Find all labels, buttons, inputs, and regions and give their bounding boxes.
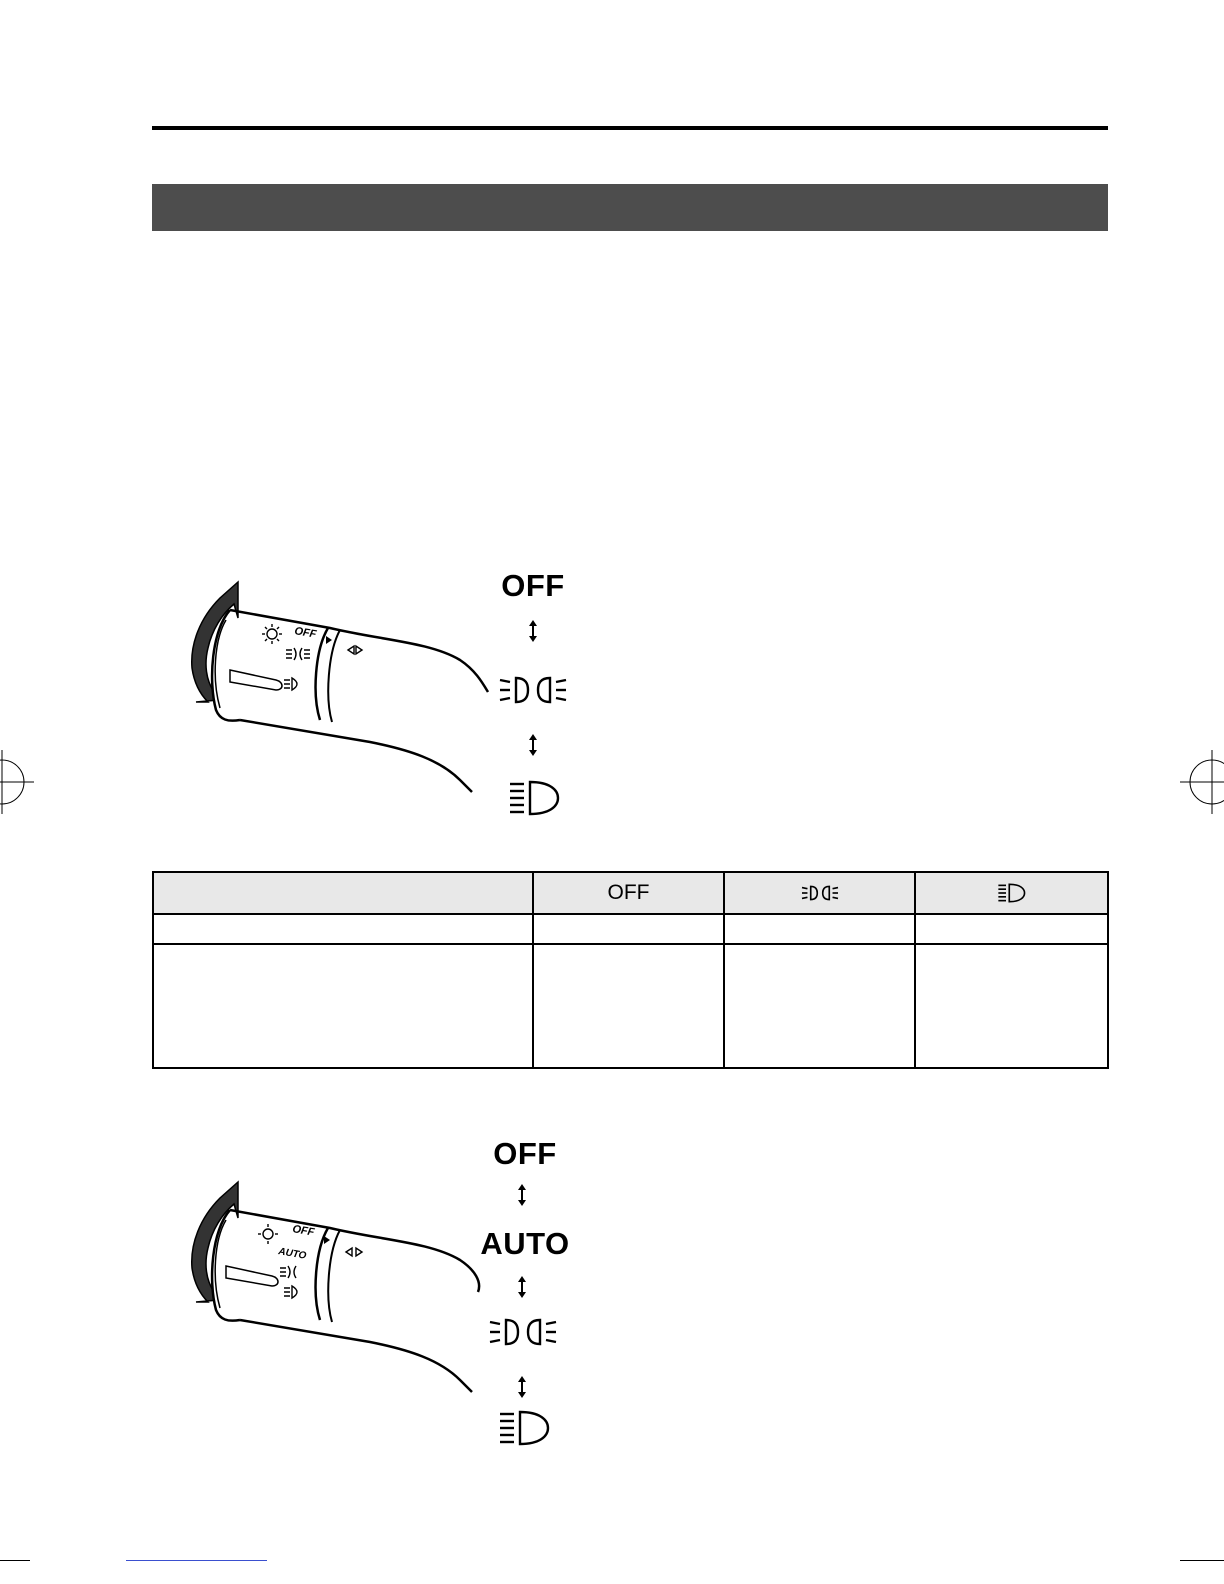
header-rule	[152, 126, 1108, 130]
table-cell	[153, 914, 533, 944]
position-off-label: OFF	[493, 1136, 557, 1171]
section-title-bar	[152, 184, 1108, 231]
registration-mark-right	[1180, 750, 1224, 814]
table-cell	[915, 914, 1108, 944]
up-down-arrow-icon	[514, 1274, 530, 1300]
up-down-arrow-icon	[514, 1374, 530, 1400]
up-down-arrow-icon	[525, 618, 541, 644]
light-mode-table	[152, 871, 1109, 1069]
table-cell	[533, 944, 724, 1068]
lever-illustration-2	[160, 1170, 490, 1435]
position-off-label: OFF	[501, 568, 565, 603]
parking-lights-icon	[498, 668, 568, 712]
table-header-parking	[724, 872, 915, 914]
parking-lights-icon	[798, 881, 842, 905]
headlights-icon	[490, 1406, 560, 1450]
table-row	[153, 944, 1108, 1068]
up-down-arrow-icon	[525, 732, 541, 758]
table-cell	[153, 944, 533, 1068]
lever-off-text: OFF	[291, 1223, 316, 1239]
table-row	[153, 914, 1108, 944]
table-cell	[724, 914, 915, 944]
table-header-row	[153, 872, 1108, 914]
table-cell	[724, 944, 915, 1068]
registration-mark-left	[0, 750, 34, 814]
table-cell	[533, 914, 724, 944]
parking-lights-icon	[488, 1310, 558, 1354]
table-header-off: OFF	[533, 872, 724, 914]
up-down-arrow-icon	[514, 1182, 530, 1208]
position-auto-label: AUTO	[480, 1226, 570, 1261]
footer-rule-left	[0, 1560, 30, 1561]
footer-rule-right	[1180, 1560, 1224, 1561]
lever-off-text: OFF	[293, 625, 318, 641]
footer-link[interactable]	[126, 1560, 267, 1561]
headlights-icon	[990, 881, 1034, 905]
headlights-icon	[500, 776, 570, 820]
table-header-blank	[153, 872, 533, 914]
lever-auto-text: AUTO	[277, 1246, 308, 1262]
lever-illustration-1	[160, 570, 490, 835]
table-cell	[915, 944, 1108, 1068]
table-header-headlights	[915, 872, 1108, 914]
